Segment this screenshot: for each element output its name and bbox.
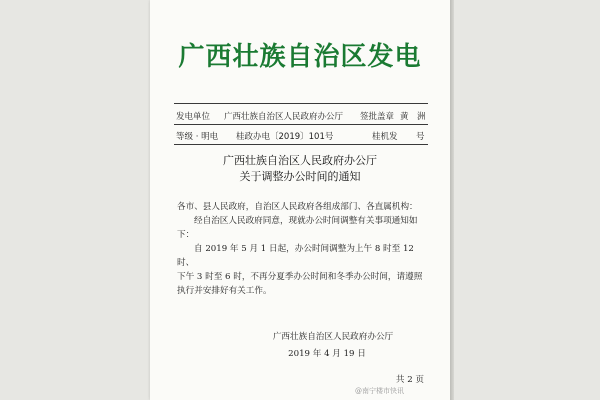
paragraph-2-line-2: 下午 3 时至 6 时，不再分夏季办公时间和冬季办公时间，请遵照 (177, 272, 423, 282)
notice-title-line2: 关于调整办公时间的通知 (239, 170, 361, 183)
machine-label: 桂机发 (372, 132, 398, 142)
salutation: 各市、县人民政府，自治区人民政府各组成部门、各直属机构： (177, 202, 418, 212)
paragraph-2-line-3: 执行并安排好有关工作。 (177, 286, 272, 296)
header-rule (174, 103, 428, 104)
page-edge-shadow (450, 0, 454, 400)
page-count: 共 2 页 (395, 375, 424, 385)
watermark-text: @南宁楼市快讯 (355, 387, 404, 395)
grade-label: 等级 · 明电 (176, 132, 219, 142)
doc-number: 桂政办电〔2019〕101号 (236, 132, 334, 142)
machine-value: 号 (416, 132, 425, 142)
signature-date: 2019 年 4 月 19 日 (288, 349, 366, 359)
signature-org: 广西壮族自治区人民政府办公厅 (272, 332, 394, 342)
document-page (150, 0, 450, 400)
sender-value: 广西壮族自治区人民政府办公厅 (224, 112, 344, 122)
approver-value: 黄 洲 (400, 112, 426, 122)
notice-title-line1: 广西壮族自治区人民政府办公厅 (223, 154, 377, 167)
meta-divider-2 (174, 144, 428, 145)
paragraph-1-line-2: 下： (177, 230, 195, 240)
sender-label: 发电单位 (176, 112, 211, 122)
body-text (177, 200, 429, 298)
paragraph-2-line-1: 自 2019 年 5 月 1 日起，办公时间调整为上午 8 时至 12 时、 (177, 244, 414, 268)
approver-label: 签批盖章 (360, 112, 395, 122)
meta-divider-1 (174, 124, 428, 125)
paragraph-1-line-1: 经自治区人民政府同意，现就办公时间调整有关事项通知如 (194, 216, 418, 226)
telegram-header-title: 广西壮族自治区发电 (178, 42, 422, 72)
